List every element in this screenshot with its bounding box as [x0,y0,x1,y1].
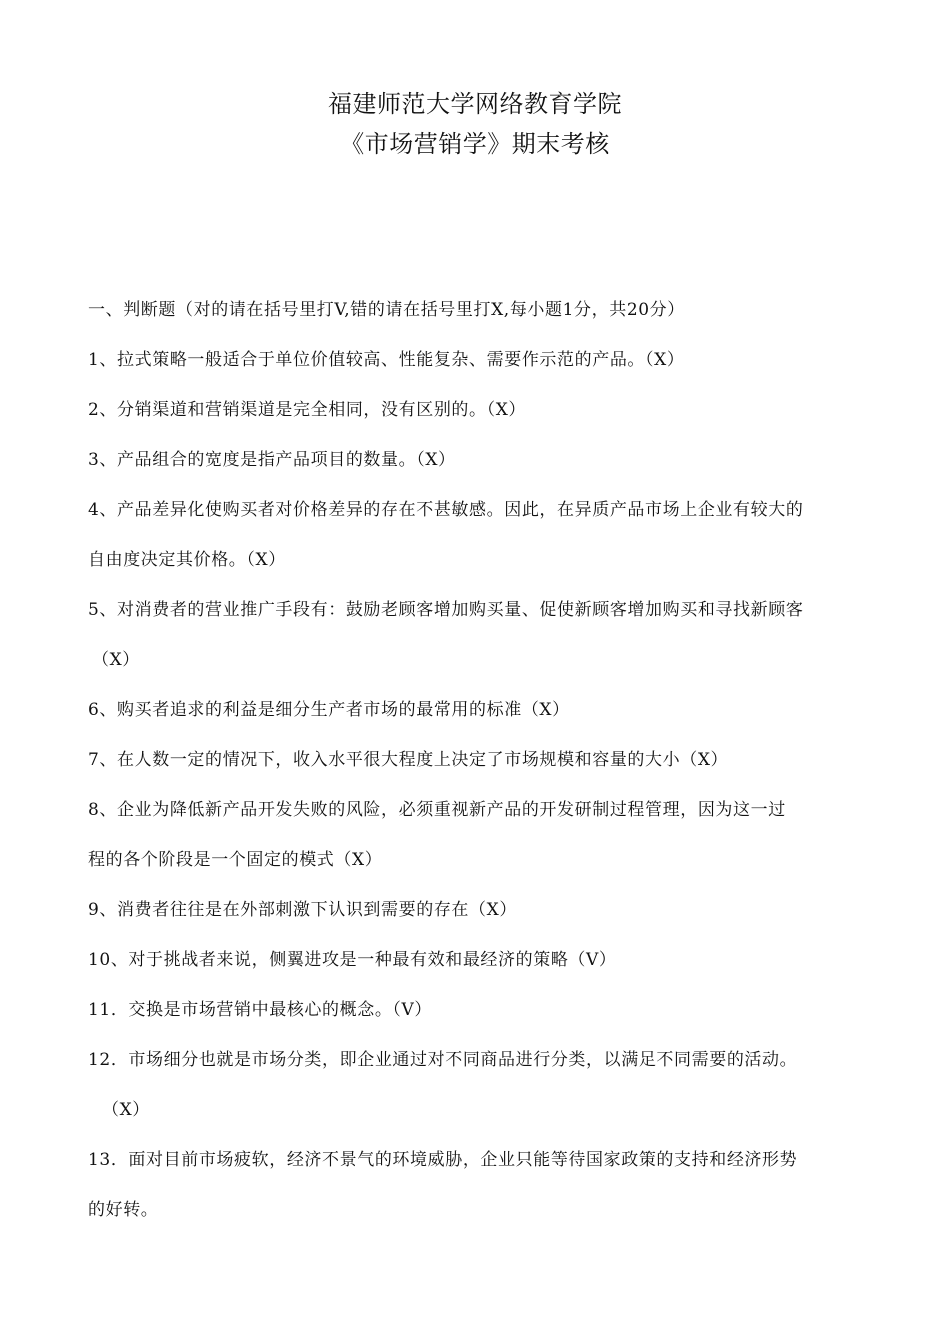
question-13-continued: 的好转。 [88,1200,159,1220]
question-9: 9、消费者往往是在外部刺激下认识到需要的存在（X） [88,900,517,920]
question-12: 12．市场细分也就是市场分类，即企业通过对不同商品进行分类，以满足不同需要的活动。 [88,1050,798,1070]
question-6: 6、购买者追求的利益是细分生产者市场的最常用的标准（X） [88,700,570,720]
question-5: 5、对消费者的营业推广手段有：鼓励老顾客增加购买量、促使新顾客增加购买和寻找新顾客 [88,600,804,620]
question-11: 11．交换是市场营销中最核心的概念。（V） [88,1000,433,1020]
question-1: 1、拉式策略一般适合于单位价值较高、性能复杂、需要作示范的产品。（X） [88,350,685,370]
title-line-institution: 福建师范大学网络教育学院 [328,90,622,118]
question-12-continued: （X） [102,1100,150,1120]
question-10: 10、对于挑战者来说，侧翼进攻是一种最有效和最经济的策略（V） [88,950,617,970]
question-2: 2、分销渠道和营销渠道是完全相同，没有区别的。（X） [88,400,527,420]
question-7: 7、在人数一定的情况下，收入水平很大程度上决定了市场规模和容量的大小（X） [88,750,729,770]
question-3: 3、产品组合的宽度是指产品项目的数量。（X） [88,450,456,470]
question-8-continued: 程的各个阶段是一个固定的模式（X） [88,850,383,870]
question-5-continued: （X） [92,650,140,670]
document-body [88,285,878,1235]
question-4: 4、产品差异化使购买者对价格差异的存在不甚敏感。因此，在异质产品市场上企业有较大的 [88,500,804,520]
question-13: 13．面对目前市场疲软，经济不景气的环境威胁，企业只能等待国家政策的支持和经济形势 [88,1150,798,1170]
section-heading: 一、判断题（对的请在括号里打V,错的请在括号里打X,每小题1分，共20分） [88,300,685,320]
title-line-course: 《市场营销学》期末考核 [340,130,610,158]
document-title [0,84,950,164]
question-4-continued: 自由度决定其价格。（X） [88,550,286,570]
question-8: 8、企业为降低新产品开发失败的风险，必须重视新产品的开发研制过程管理，因为这一过 [88,800,786,820]
